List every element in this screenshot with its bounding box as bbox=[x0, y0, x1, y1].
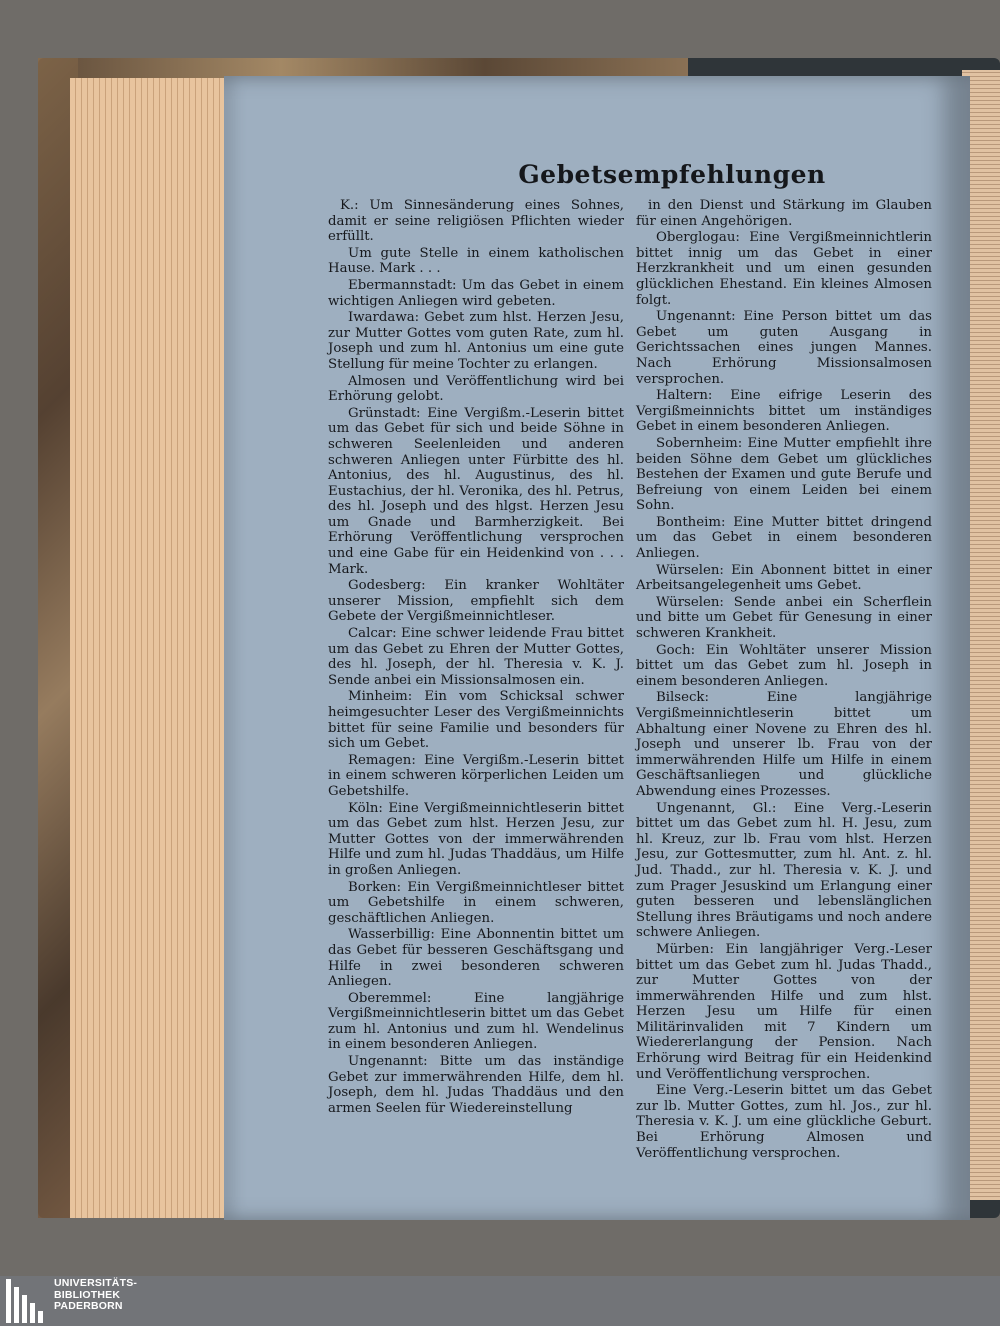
entry-paragraph: in den Dienst und Stärkung im Glauben für einen Angehörigen. bbox=[636, 198, 932, 229]
page-stack-edge bbox=[70, 78, 230, 1218]
entry-paragraph: Haltern: Eine eifrige Leserin des Vergißmeinnichts bittet um inständiges Gebet in einem besonderen Anliegen. bbox=[636, 388, 932, 435]
logo-line-1: UNIVERSITÄTS- bbox=[54, 1277, 138, 1289]
entry-paragraph: K.: Um Sinnesänderung eines Sohnes, damit er seine religiösen Pflichten wieder erfüllt. bbox=[328, 198, 624, 245]
entry-paragraph: Um gute Stelle in einem katholischen Hause. Mark . . . bbox=[328, 245, 624, 277]
entry-paragraph: Minheim: Ein vom Schicksal schwer heimgesuchter Leser des Vergißmeinnichts bittet für seine Familie und besonders für sich um Gebet. bbox=[328, 689, 624, 752]
entry-paragraph: Calcar: Eine schwer leidende Frau bittet um das Gebet zu Ehren der Mutter Gottes, des hl. Joseph, der hl. Theresia v. K. J. Sende anbei ein Missionsalmosen ein. bbox=[328, 626, 624, 688]
entry-paragraph: Eine Verg.-Leserin bittet um das Gebet zur lb. Mutter Gottes, zum hl. Jos., zur hl. Theresia v. K. J. um eine glückliche Geburt. Bei Erhörung Almosen und Veröffentlichung versprochen. bbox=[636, 1083, 932, 1161]
entry-paragraph: Borken: Ein Vergißmeinnichtleser bittet um Gebetshilfe in einem schweren, geschäftlichen Anliegen. bbox=[328, 879, 624, 926]
entry-paragraph: Mürben: Ein langjähriger Verg.-Leser bittet um das Gebet zum hl. Judas Thadd., zur Mutter Gottes von der immerwährenden Hilfe und zum hlst. Herzen Jesu um Hilfe für einen Militärinvaliden mit 7 Kindern um Wiedererlangung der Pension. Nach Erhörung wird Beitrag für ein Heidenkind und Veröffentlichung versprochen. bbox=[636, 941, 932, 1082]
entry-paragraph: Köln: Eine Vergißmeinnichtleserin bittet um das Gebet zum hlst. Herzen Jesu, zur Mutter Gottes von der immerwährenden Hilfe und zum hl. Judas Thaddäus, um Hilfe in großen Anliegen. bbox=[328, 800, 624, 878]
entry-paragraph: Sobernheim: Eine Mutter empfiehlt ihre beiden Söhne dem Gebet um glückliches Bestehen der Examen und gute Berufe und Befreiung von einem Leiden bei einem Sohn. bbox=[636, 435, 932, 514]
entry-paragraph: Ungenannt, Gl.: Eine Verg.-Leserin bittet um das Gebet zum hl. H. Jesu, zum hl. Kreuz, zur lb. Frau vom hlst. Herzen Jesu, zur Gottesmutter, zum hl. Ant. z. hl. Jud. Thadd., zur hl. Theresia v. K. J. und zum Prager Jesuskind um Erlangung einer guten besseren und lebenslänglichen Stellung ihres Bräutigams und noch andere schwere Anliegen. bbox=[636, 800, 932, 941]
entry-paragraph: Grünstadt: Eine Vergißm.-Leserin bittet um das Gebet für sich und beide Söhne in schweren Seelenleiden und anderen schweren Anliegen unter Fürbitte des hl. Antonius, des hl. Augustinus, des hl. Eustachius, der hl. Veronika, des hl. Petrus, des hl. Joseph und des hlgst. Herzen Jesu um Gnade und Barmherzigkeit. Bei Erhörung Veröffentlichung versprochen und eine Gabe für ein Heidenkind von . . . Mark. bbox=[328, 405, 624, 577]
logo-line-3: PADERBORN bbox=[54, 1300, 123, 1312]
right-column bbox=[636, 198, 932, 1162]
entry-paragraph: Ungenannt: Eine Person bittet um das Gebet um guten Ausgang in Gerichtssachen eines jungen Mannes. Nach Erhörung Missionsalmosen versprochen. bbox=[636, 309, 932, 387]
entry-paragraph: Oberemmel: Eine langjährige Vergißmeinnichtleserin bittet um das Gebet zum hl. Antonius und zum hl. Wendelinus in einem besonderen Anliegen. bbox=[328, 990, 624, 1053]
entry-paragraph: Oberglogau: Eine Vergißmeinnichtlerin bittet innig um das Gebet in einer Herzkrankheit und um einen gesunden glücklichen Ehestand. Ein kleines Almosen folgt. bbox=[636, 230, 932, 308]
entry-paragraph: Almosen und Veröffentlichung wird bei Erhörung gelobt. bbox=[328, 373, 624, 405]
entry-paragraph: Bontheim: Eine Mutter bittet dringend um das Gebet in einem besonderen Anliegen. bbox=[636, 514, 932, 562]
entry-paragraph: Ebermannstadt: Um das Gebet in einem wichtigen Anliegen wird gebeten. bbox=[328, 277, 624, 309]
entry-paragraph: Godesberg: Ein kranker Wohltäter unserer Mission, empfiehlt sich dem Gebete der Vergißmeinnichtleser. bbox=[328, 578, 624, 625]
entry-paragraph: Goch: Ein Wohltäter unserer Mission bittet um das Gebet zum hl. Joseph in einem besonderen Anliegen. bbox=[636, 642, 932, 689]
entry-paragraph: Wasserbillig: Eine Abonnentin bittet um das Gebet für besseren Geschäftsgang und Hilfe in zwei besonderen schweren Anliegen. bbox=[328, 927, 624, 990]
entry-paragraph: Bilseck: Eine langjährige Vergißmeinnichtleserin bittet um Abhaltung einer Novene zu Ehren des hl. Joseph und unserer lb. Frau von der immerwährenden Hilfe um Hilfe in einem Geschäftsanliegen und glückliche Abwendung eines Prozesses. bbox=[636, 690, 932, 799]
entry-paragraph: Iwardawa: Gebet zum hlst. Herzen Jesu, zur Mutter Gottes vom guten Rate, zum hl. Joseph und zum hl. Antonius um eine gute Stellung für meine Tochter zu erlangen. bbox=[328, 310, 624, 372]
entry-paragraph: Würselen: Ein Abonnent bittet in einer Arbeitsangelegenheit ums Gebet. bbox=[636, 562, 932, 594]
library-logo-text bbox=[54, 1278, 137, 1313]
entry-paragraph: Remagen: Eine Vergißm.-Leserin bittet in einem schweren körperlichen Leiden um Gebetshilfe. bbox=[328, 752, 624, 799]
footer-bar bbox=[0, 1276, 1000, 1326]
page-title: Gebetsempfehlungen bbox=[518, 160, 826, 189]
entry-paragraph: Ungenannt: Bitte um das inständige Gebet zur immerwährenden Hilfe, dem hl. Joseph, dem hl. Judas Thaddäus und den armen Seelen für Wiedereinstellung bbox=[328, 1054, 624, 1116]
logo-line-2: BIBLIOTHEK bbox=[54, 1288, 121, 1301]
left-column bbox=[328, 198, 624, 1117]
library-logo-icon bbox=[6, 1279, 50, 1323]
entry-paragraph: Würselen: Sende anbei ein Scherflein und bitte um Gebet für Genesung in einer schweren Krankheit. bbox=[636, 594, 932, 642]
